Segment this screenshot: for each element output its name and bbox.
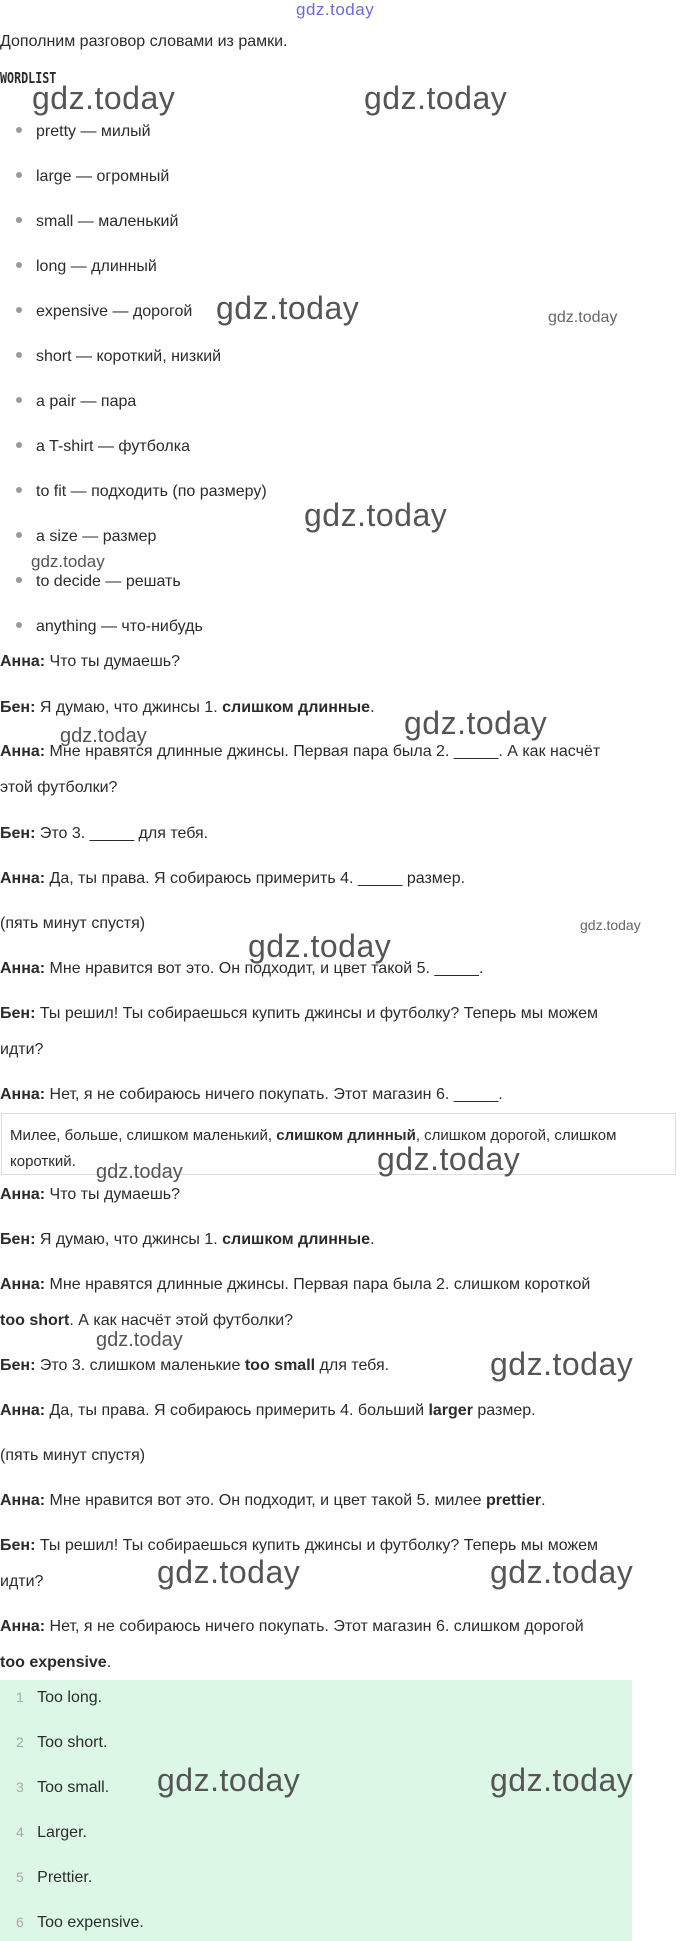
speaker: Анна:	[0, 743, 46, 760]
speaker: Анна:	[0, 1402, 46, 1419]
answer-highlight: too small	[244, 1357, 316, 1374]
wordlist-item	[16, 573, 181, 591]
dialog-line	[0, 1231, 375, 1249]
dialog-line	[0, 699, 375, 717]
word-box-text: Милее, больше, слишком маленький,	[10, 1127, 277, 1144]
utterance: Что ты думаешь?	[45, 653, 181, 670]
answer-item	[16, 1914, 144, 1932]
watermark: gdz.today	[364, 80, 508, 116]
utterance: Мне нравятся длинные джинсы. Первая пара была 2. _____. А как насчёт	[45, 743, 601, 760]
speaker: Анна:	[0, 960, 46, 977]
answer-text: Too small.	[37, 1779, 110, 1796]
speaker: Бен:	[0, 699, 36, 716]
answer-text: Too expensive.	[37, 1914, 144, 1931]
wordlist-item-text: to fit — подходить (по размеру)	[36, 483, 267, 500]
wordlist-item-text: a pair — пара	[36, 393, 137, 410]
bullet-icon	[16, 397, 22, 403]
wordlist-item	[16, 528, 156, 546]
wordlist-item	[16, 438, 190, 456]
wordlist-item	[16, 348, 221, 366]
wordlist-item	[16, 258, 157, 276]
utterance-end: размер.	[472, 1402, 536, 1419]
watermark: gdz.today	[377, 1141, 521, 1177]
wordlist-item	[16, 483, 267, 501]
dialog-line	[0, 1086, 503, 1104]
watermark: gdz.today	[304, 497, 448, 533]
wordlist-item-text: expensive — дорогой	[36, 303, 193, 320]
task-instruction: Дополним разговор словами из рамки.	[0, 33, 288, 50]
answer-item	[16, 1779, 109, 1797]
dialog-line	[0, 960, 483, 978]
wordlist-item-text: to decide — решать	[36, 573, 181, 590]
dialog-line	[0, 1357, 389, 1375]
dialog-line	[0, 825, 208, 843]
bullet-icon	[16, 352, 22, 358]
header-watermark: gdz.today	[296, 0, 375, 19]
utterance-end: .	[370, 1231, 375, 1248]
watermark: gdz.today	[32, 80, 176, 116]
answer-item	[16, 1824, 87, 1842]
bullet-icon	[16, 622, 22, 628]
answer-text: Prettier.	[37, 1869, 93, 1886]
bullet-icon	[16, 577, 22, 583]
wordlist-item	[16, 303, 192, 321]
utterance: Я думаю, что джинсы 1.	[35, 699, 223, 716]
wordlist-item	[16, 123, 151, 141]
speaker: Анна:	[0, 870, 46, 887]
watermark: gdz.today	[157, 1762, 301, 1798]
stage-direction: (пять минут спустя)	[0, 915, 146, 932]
dialog-line-cont: идти?	[0, 1041, 44, 1058]
answer-item	[16, 1689, 102, 1707]
utterance: Мне нравится вот это. Он подходит, и цвет такой 5. милее	[45, 1492, 486, 1509]
dialog-line	[0, 870, 465, 888]
wordlist-item-text: small — маленький	[36, 213, 179, 230]
wordlist-item-text: large — огромный	[36, 168, 170, 185]
speaker: Анна:	[0, 1186, 46, 1203]
dialog-line-cont: этой футболки?	[0, 779, 118, 796]
answer-number: 3	[16, 1779, 24, 1795]
utterance: Мне нравятся длинные джинсы. Первая пара была 2. слишком короткой	[45, 1276, 591, 1293]
answer-highlight: слишком длинные	[222, 1231, 371, 1248]
dialog-line	[0, 1618, 584, 1636]
utterance: Нет, я не собираюсь ничего покупать. Этот магазин 6. _____.	[45, 1086, 503, 1103]
answer-text: Larger.	[37, 1824, 87, 1841]
watermark: gdz.today	[216, 290, 360, 326]
watermark: gdz.today	[96, 1161, 183, 1183]
watermark: gdz.today	[31, 552, 105, 571]
speaker: Анна:	[0, 653, 46, 670]
answer-highlight: too expensive	[0, 1654, 107, 1671]
watermark: gdz.today	[157, 1554, 301, 1590]
wordlist-item-text: pretty — милый	[36, 123, 151, 140]
answer-item	[16, 1869, 92, 1887]
speaker: Бен:	[0, 1005, 36, 1022]
bullet-icon	[16, 127, 22, 133]
watermark: gdz.today	[96, 1329, 183, 1351]
answer-text: Too long.	[37, 1689, 103, 1706]
dialog-line-cont	[0, 1654, 111, 1672]
watermark: gdz.today	[490, 1554, 634, 1590]
answer-number: 6	[16, 1914, 24, 1930]
dialog-line-cont: идти?	[0, 1573, 44, 1590]
bullet-icon	[16, 172, 22, 178]
stage-direction: (пять минут спустя)	[0, 1447, 146, 1464]
answers-list	[0, 1680, 632, 1941]
bullet-icon	[16, 487, 22, 493]
utterance-end: .	[370, 699, 375, 716]
wordlist-item	[16, 618, 203, 636]
watermark: gdz.today	[548, 309, 618, 326]
watermark: gdz.today	[490, 1346, 634, 1382]
answer-number: 5	[16, 1869, 24, 1885]
dialog-line	[0, 1186, 180, 1204]
answer-number: 2	[16, 1734, 24, 1750]
dialog-line	[0, 1005, 598, 1023]
speaker: Бен:	[0, 1231, 36, 1248]
dialog-line	[0, 1402, 536, 1420]
dialog-line	[0, 1276, 590, 1294]
answer-highlight: слишком длинные	[222, 699, 371, 716]
wordlist-item-text: anything — что-нибудь	[36, 618, 203, 635]
watermark: gdz.today	[404, 705, 548, 741]
utterance-end: .	[541, 1492, 546, 1509]
watermark: gdz.today	[248, 928, 392, 964]
bullet-icon	[16, 532, 22, 538]
utterance: Это 3. слишком маленькие	[35, 1357, 245, 1374]
utterance: Да, ты права. Я собираюсь примерить 4. больший	[45, 1402, 429, 1419]
dialog-line-cont	[0, 1312, 293, 1330]
utterance: Ты решил! Ты собираешься купить джинсы и футболку? Теперь мы можем	[35, 1537, 599, 1554]
utterance: Мне нравится вот это. Он подходит, и цвет такой 5. _____.	[45, 960, 484, 977]
wordlist-title: WORDLIST	[0, 69, 57, 87]
utterance: . А как насчёт этой футболки?	[69, 1312, 294, 1329]
bullet-icon	[16, 217, 22, 223]
answer-number: 4	[16, 1824, 24, 1840]
answer-highlight: larger	[428, 1402, 473, 1419]
utterance: Я думаю, что джинсы 1.	[35, 1231, 223, 1248]
speaker: Анна:	[0, 1276, 46, 1293]
word-box-text: , слишком дорогой, слишком короткий.	[10, 1127, 617, 1170]
answer-highlight: too short	[0, 1312, 70, 1329]
utterance: Ты решил! Ты собираешься купить джинсы и футболку? Теперь мы можем	[35, 1005, 599, 1022]
wordlist-item	[16, 168, 169, 186]
wordlist-item	[16, 213, 178, 231]
dialog-line	[0, 653, 180, 671]
speaker: Анна:	[0, 1618, 46, 1635]
speaker: Бен:	[0, 825, 36, 842]
wordlist-item-text: a size — размер	[36, 528, 157, 545]
utterance: Нет, я не собираюсь ничего покупать. Этот магазин 6. слишком дорогой	[45, 1618, 584, 1635]
dialog-line	[0, 1492, 546, 1510]
utterance-end: .	[106, 1654, 112, 1671]
watermark: gdz.today	[580, 917, 641, 933]
speaker: Бен:	[0, 1357, 36, 1374]
wordlist-item-text: long — длинный	[36, 258, 157, 275]
wordlist-item	[16, 393, 136, 411]
speaker: Бен:	[0, 1537, 36, 1554]
speaker: Анна:	[0, 1492, 46, 1509]
speaker: Анна:	[0, 1086, 46, 1103]
utterance-end: для тебя.	[315, 1357, 390, 1374]
answer-number: 1	[16, 1689, 24, 1705]
utterance: Это 3. _____ для тебя.	[35, 825, 209, 842]
wordlist-item-text: short — короткий, низкий	[36, 348, 222, 365]
bullet-icon	[16, 442, 22, 448]
word-box-highlight: слишком длинный	[276, 1127, 416, 1144]
bullet-icon	[16, 262, 22, 268]
utterance: Что ты думаешь?	[45, 1186, 181, 1203]
wordlist-item-text: a T-shirt — футболка	[36, 438, 190, 455]
answer-text: Too short.	[37, 1734, 108, 1751]
dialog-line	[0, 1537, 598, 1555]
watermark: gdz.today	[60, 725, 147, 747]
utterance: Да, ты права. Я собираюсь примерить 4. _____ размер.	[45, 870, 466, 887]
watermark: gdz.today	[490, 1762, 634, 1798]
bullet-icon	[16, 307, 22, 313]
answer-item	[16, 1734, 107, 1752]
answer-highlight: prettier	[485, 1492, 542, 1509]
